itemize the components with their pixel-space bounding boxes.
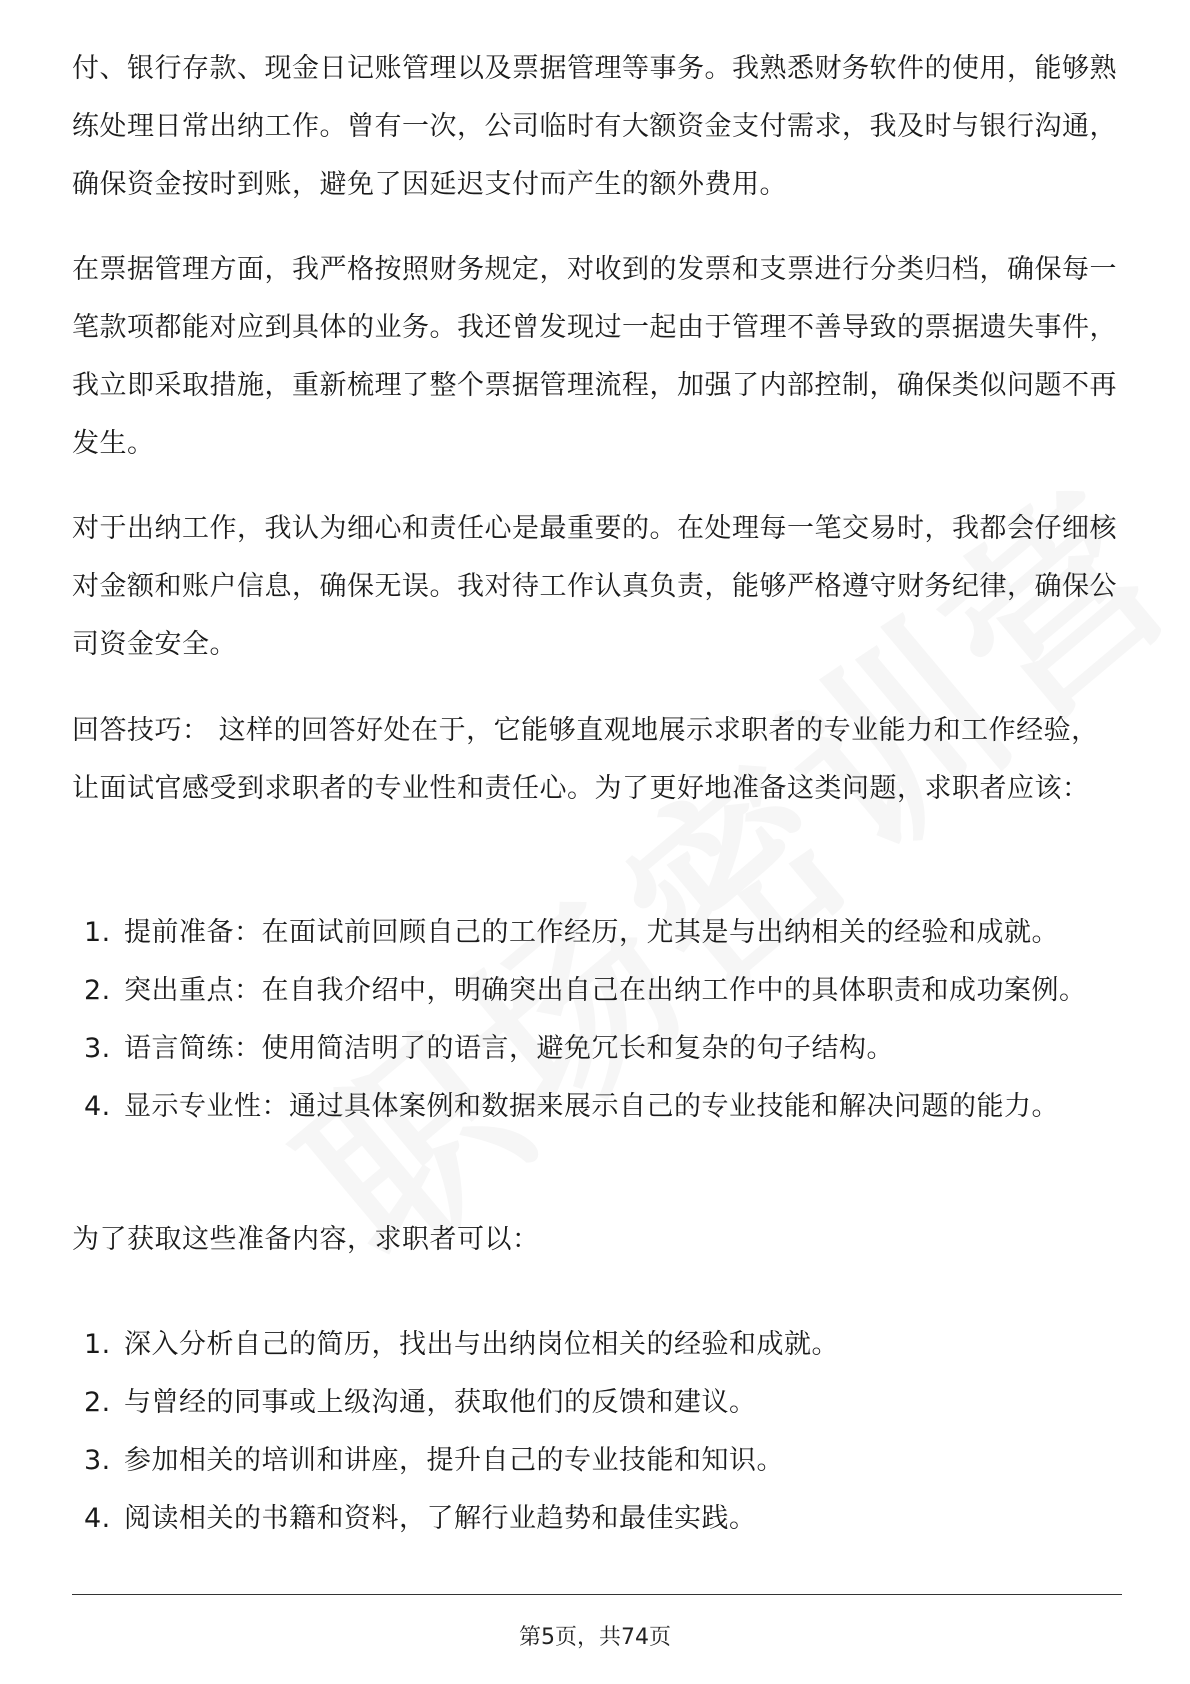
paragraph-invoice-management: 在票据管理方面，我严格按照财务规定，对收到的发票和支票进行分类归档，确保每一笔款项都能对应到具体的业务。我还曾发现过一起由于管理不善导致的票据遗失事件，我立即采取措施，重新梳理了整个票据管理流程，加强了内部控制，确保类似问题不再发生。 <box>72 254 1117 459</box>
list-number: 3. <box>84 1445 111 1476</box>
paragraph-answer-tips: 回答技巧： 这样的回答好处在于，它能够直观地展示求职者的专业能力和工作经验，让面试官感受到求职者的专业性和责任心。为了更好地准备这类问题，求职者应该： <box>72 715 1099 804</box>
list-number: 1. <box>84 1329 111 1360</box>
list-number: 2. <box>84 975 111 1006</box>
list-item <box>72 904 1122 962</box>
list-item <box>72 1432 1122 1490</box>
list-number: 4. <box>84 1091 111 1122</box>
list-number: 4. <box>84 1503 111 1534</box>
list-item-text: 深入分析自己的简历，找出与出纳岗位相关的经验和成就。 <box>124 1329 839 1360</box>
list-item-text: 与曾经的同事或上级沟通，获取他们的反馈和建议。 <box>124 1387 757 1418</box>
list-item <box>72 1490 1122 1548</box>
footer-divider <box>72 1594 1122 1595</box>
list-item-text: 提前准备：在面试前回顾自己的工作经历，尤其是与出纳相关的经验和成就。 <box>124 917 1059 948</box>
list-number: 3. <box>84 1033 111 1064</box>
list-item <box>72 1316 1122 1374</box>
list-number: 2. <box>84 1387 111 1418</box>
list-item <box>72 962 1122 1020</box>
list-item-text: 语言简练：使用简洁明了的语言，避免冗长和复杂的句子结构。 <box>124 1033 894 1064</box>
paragraph-preparation-intro: 为了获取这些准备内容，求职者可以： <box>72 1224 540 1255</box>
list-item-text: 阅读相关的书籍和资料，了解行业趋势和最佳实践。 <box>124 1503 757 1534</box>
list-item-text: 显示专业性：通过具体案例和数据来展示自己的专业技能和解决问题的能力。 <box>124 1091 1059 1122</box>
page-body <box>72 0 1122 1684</box>
page-number: 第5页，共74页 <box>519 1625 671 1650</box>
preparation-list <box>72 1316 1122 1548</box>
paragraph-responsibility: 对于出纳工作，我认为细心和责任心是最重要的。在处理每一笔交易时，我都会仔细核对金额和账户信息，确保无误。我对待工作认真负责，能够严格遵守财务纪律，确保公司资金安全。 <box>72 513 1117 660</box>
paragraph-cashier-duties: 付、银行存款、现金日记账管理以及票据管理等事务。我熟悉财务软件的使用，能够熟练处理日常出纳工作。曾有一次，公司临时有大额资金支付需求，我及时与银行沟通，确保资金按时到账，避免了因延迟支付而产生的额外费用。 <box>72 53 1117 200</box>
list-item <box>72 1020 1122 1078</box>
list-number: 1. <box>84 917 111 948</box>
list-item <box>72 1374 1122 1432</box>
tips-list <box>72 904 1122 1136</box>
list-item-text: 参加相关的培训和讲座，提升自己的专业技能和知识。 <box>124 1445 784 1476</box>
list-item-text: 突出重点：在自我介绍中，明确突出自己在出纳工作中的具体职责和成功案例。 <box>124 975 1087 1006</box>
list-item <box>72 1078 1122 1136</box>
